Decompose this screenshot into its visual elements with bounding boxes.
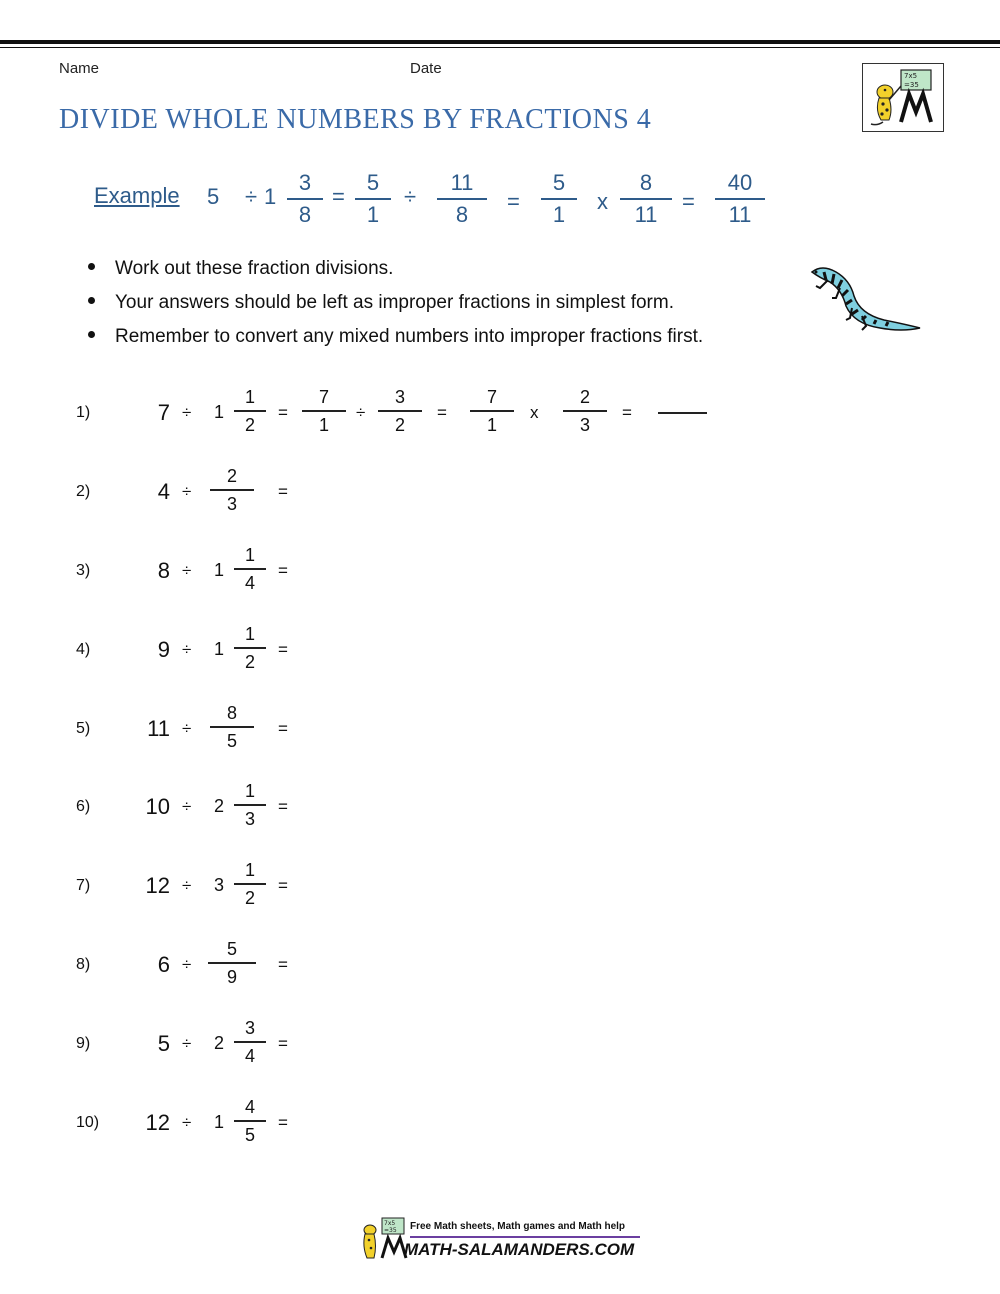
divide-sign: ÷ [182, 955, 192, 974]
divide-sign: ÷ [182, 719, 192, 738]
bullet-icon [88, 297, 95, 304]
fraction-bar [210, 726, 254, 728]
problem-whole: 11 [147, 716, 170, 741]
denominator: 3 [579, 414, 590, 435]
numerator: 7 [318, 387, 329, 407]
mixed-whole: 1 [214, 639, 225, 659]
numerator: 2 [579, 387, 590, 407]
name-label: Name [59, 60, 100, 77]
equals-sign: = [278, 640, 288, 659]
problem-number: 9) [76, 1035, 91, 1052]
divide-sign: ÷ [182, 482, 192, 501]
equals-sign: = [278, 1113, 288, 1132]
numerator: 5 [226, 939, 237, 959]
worked-fraction-3 [470, 388, 514, 434]
denominator: 9 [226, 966, 237, 987]
equals-sign: = [278, 1034, 288, 1053]
example-fraction-result [715, 172, 765, 226]
fraction-bar [620, 198, 672, 200]
fraction-bar [210, 489, 254, 491]
denominator: 5 [226, 730, 237, 751]
problem-number: 1) [76, 404, 91, 421]
worked-equals-sign: = [437, 403, 447, 422]
fraction-bar [470, 410, 514, 412]
problem-whole: 8 [157, 558, 170, 583]
numerator: 4 [244, 1097, 255, 1117]
mixed-whole: 1 [214, 402, 225, 422]
bullet-icon [88, 331, 95, 338]
example-mixed-whole: 1 [264, 184, 277, 209]
fraction-bar [234, 647, 266, 649]
equals-sign: = [278, 876, 288, 895]
fraction-bar [378, 410, 422, 412]
numerator: 1 [244, 387, 255, 407]
fraction-bar [302, 410, 346, 412]
page-title: DIVIDE WHOLE NUMBERS BY FRACTIONS 4 [59, 104, 652, 135]
denominator: 1 [366, 201, 380, 227]
problem-fraction [234, 1098, 266, 1144]
problem-whole: 9 [157, 637, 170, 662]
problem-number: 3) [76, 562, 91, 579]
bullet-icon [88, 263, 95, 270]
worked-equals-sign-2: = [622, 403, 632, 422]
denominator: 1 [486, 414, 497, 435]
footer-brand[interactable]: MATH-SALAMANDERS.COM [404, 1240, 635, 1259]
numerator: 3 [244, 1018, 255, 1038]
worked-times-sign: x [530, 403, 539, 422]
problem-number: 5) [76, 720, 91, 737]
numerator: 8 [639, 170, 653, 195]
equals-sign: = [278, 482, 288, 501]
divide-sign: ÷ [182, 403, 192, 422]
example-fraction-2 [355, 172, 391, 226]
example-label: Example [94, 183, 180, 208]
example-equals-2: = [507, 189, 520, 214]
denominator: 2 [244, 651, 255, 672]
denominator: 4 [244, 1045, 255, 1066]
answer-blank [658, 412, 707, 414]
svg-text:=35: =35 [384, 1227, 397, 1234]
footer-logo-icon [356, 1216, 408, 1267]
fraction-bar [208, 962, 256, 964]
fraction-bar [715, 198, 765, 200]
denominator: 11 [634, 201, 658, 227]
equals-sign: = [278, 719, 288, 738]
divide-sign: ÷ [182, 640, 192, 659]
mixed-whole: 2 [214, 1033, 225, 1053]
problem-fraction [234, 861, 266, 907]
worked-fraction-2 [378, 388, 422, 434]
instruction-item: Work out these fraction divisions. [88, 258, 393, 280]
problem-fraction [234, 1019, 266, 1065]
mixed-whole: 2 [214, 796, 225, 816]
example-divide-sign-2: ÷ [404, 184, 417, 209]
denominator: 8 [455, 201, 469, 227]
denominator: 2 [244, 414, 255, 435]
fraction-bar [234, 1120, 266, 1122]
problem-fraction [234, 546, 266, 592]
svg-text:7x5: 7x5 [384, 1220, 396, 1227]
problem-number: 4) [76, 641, 91, 658]
problem-number: 7) [76, 877, 91, 894]
instruction-item: Your answers should be left as improper fractions in simplest form. [88, 292, 674, 314]
problem-whole: 10 [145, 794, 170, 819]
svg-text:7x5: 7x5 [904, 72, 918, 80]
numerator: 8 [226, 703, 237, 723]
example-fraction-4 [541, 172, 577, 226]
problem-fraction [208, 940, 256, 986]
equals-sign: = [278, 403, 288, 422]
mixed-whole: 3 [214, 875, 225, 895]
mixed-whole: 1 [214, 560, 225, 580]
numerator: 1 [244, 545, 255, 565]
instruction-item: Remember to convert any mixed numbers into improper fractions first. [88, 326, 703, 348]
problem-number: 10) [76, 1114, 100, 1131]
problem-whole: 6 [157, 952, 170, 977]
logo-salamander-board [862, 63, 944, 132]
numerator: 1 [244, 860, 255, 880]
example-fraction-3 [437, 172, 487, 226]
equals-sign: = [278, 561, 288, 580]
example-divide-sign: ÷ [245, 184, 258, 209]
problem-whole: 12 [145, 873, 170, 898]
numerator: 3 [394, 387, 405, 407]
divide-sign: ÷ [182, 876, 192, 895]
problem-whole: 5 [157, 1031, 170, 1056]
denominator: 11 [728, 201, 752, 227]
denominator: 1 [552, 201, 566, 227]
equals-sign: = [278, 797, 288, 816]
divide-sign: ÷ [182, 797, 192, 816]
equals-sign: = [278, 955, 288, 974]
fraction-bar [234, 410, 266, 412]
problem-whole: 4 [157, 479, 170, 504]
example-times-sign: x [597, 189, 608, 214]
numerator: 2 [226, 466, 237, 486]
problem-fraction [234, 782, 266, 828]
worked-fraction-4 [563, 388, 607, 434]
footer-divider [410, 1236, 640, 1238]
divide-sign: ÷ [182, 561, 192, 580]
denominator: 8 [298, 201, 312, 227]
numerator: 5 [366, 170, 380, 195]
denominator: 5 [244, 1124, 255, 1145]
mixed-whole: 1 [214, 1112, 225, 1132]
denominator: 4 [244, 572, 255, 593]
top-rule-thin [0, 47, 1000, 48]
fraction-bar [234, 1041, 266, 1043]
problem-number: 8) [76, 956, 91, 973]
fraction-bar [234, 804, 266, 806]
date-label: Date [410, 60, 442, 77]
numerator: 3 [298, 170, 312, 195]
problem-fraction [234, 625, 266, 671]
problem-whole: 7 [157, 400, 170, 425]
fraction-bar [287, 198, 323, 200]
example-equals-1: = [332, 184, 345, 209]
divide-sign: ÷ [182, 1034, 192, 1053]
denominator: 2 [244, 887, 255, 908]
numerator: 11 [450, 170, 474, 195]
denominator: 3 [226, 493, 237, 514]
fraction-bar [234, 883, 266, 885]
example-fraction-5 [620, 172, 672, 226]
problem-whole: 12 [145, 1110, 170, 1135]
problem-number: 6) [76, 798, 91, 815]
fraction-bar [355, 198, 391, 200]
denominator: 2 [394, 414, 405, 435]
example-equals-3: = [682, 189, 695, 214]
problem-number: 2) [76, 483, 91, 500]
top-rule-thick [0, 40, 1000, 44]
numerator: 1 [244, 781, 255, 801]
numerator: 7 [486, 387, 497, 407]
example-fraction-1 [287, 172, 323, 226]
numerator: 1 [244, 624, 255, 644]
numerator: 40 [727, 170, 753, 195]
worked-fraction-1 [302, 388, 346, 434]
footer-tagline: Free Math sheets, Math games and Math help [410, 1221, 626, 1232]
fraction-bar [563, 410, 607, 412]
problem-fraction [234, 388, 266, 434]
problem-fraction [210, 704, 254, 750]
worked-divide-sign: ÷ [356, 403, 366, 422]
denominator: 1 [318, 414, 329, 435]
divide-sign: ÷ [182, 1113, 192, 1132]
problem-fraction [210, 467, 254, 513]
fraction-bar [541, 198, 577, 200]
fraction-bar [437, 198, 487, 200]
svg-text:=35: =35 [904, 81, 919, 89]
numerator: 5 [552, 170, 566, 195]
denominator: 3 [244, 808, 255, 829]
fraction-bar [234, 568, 266, 570]
example-whole: 5 [207, 184, 220, 209]
salamander-icon [806, 262, 922, 341]
